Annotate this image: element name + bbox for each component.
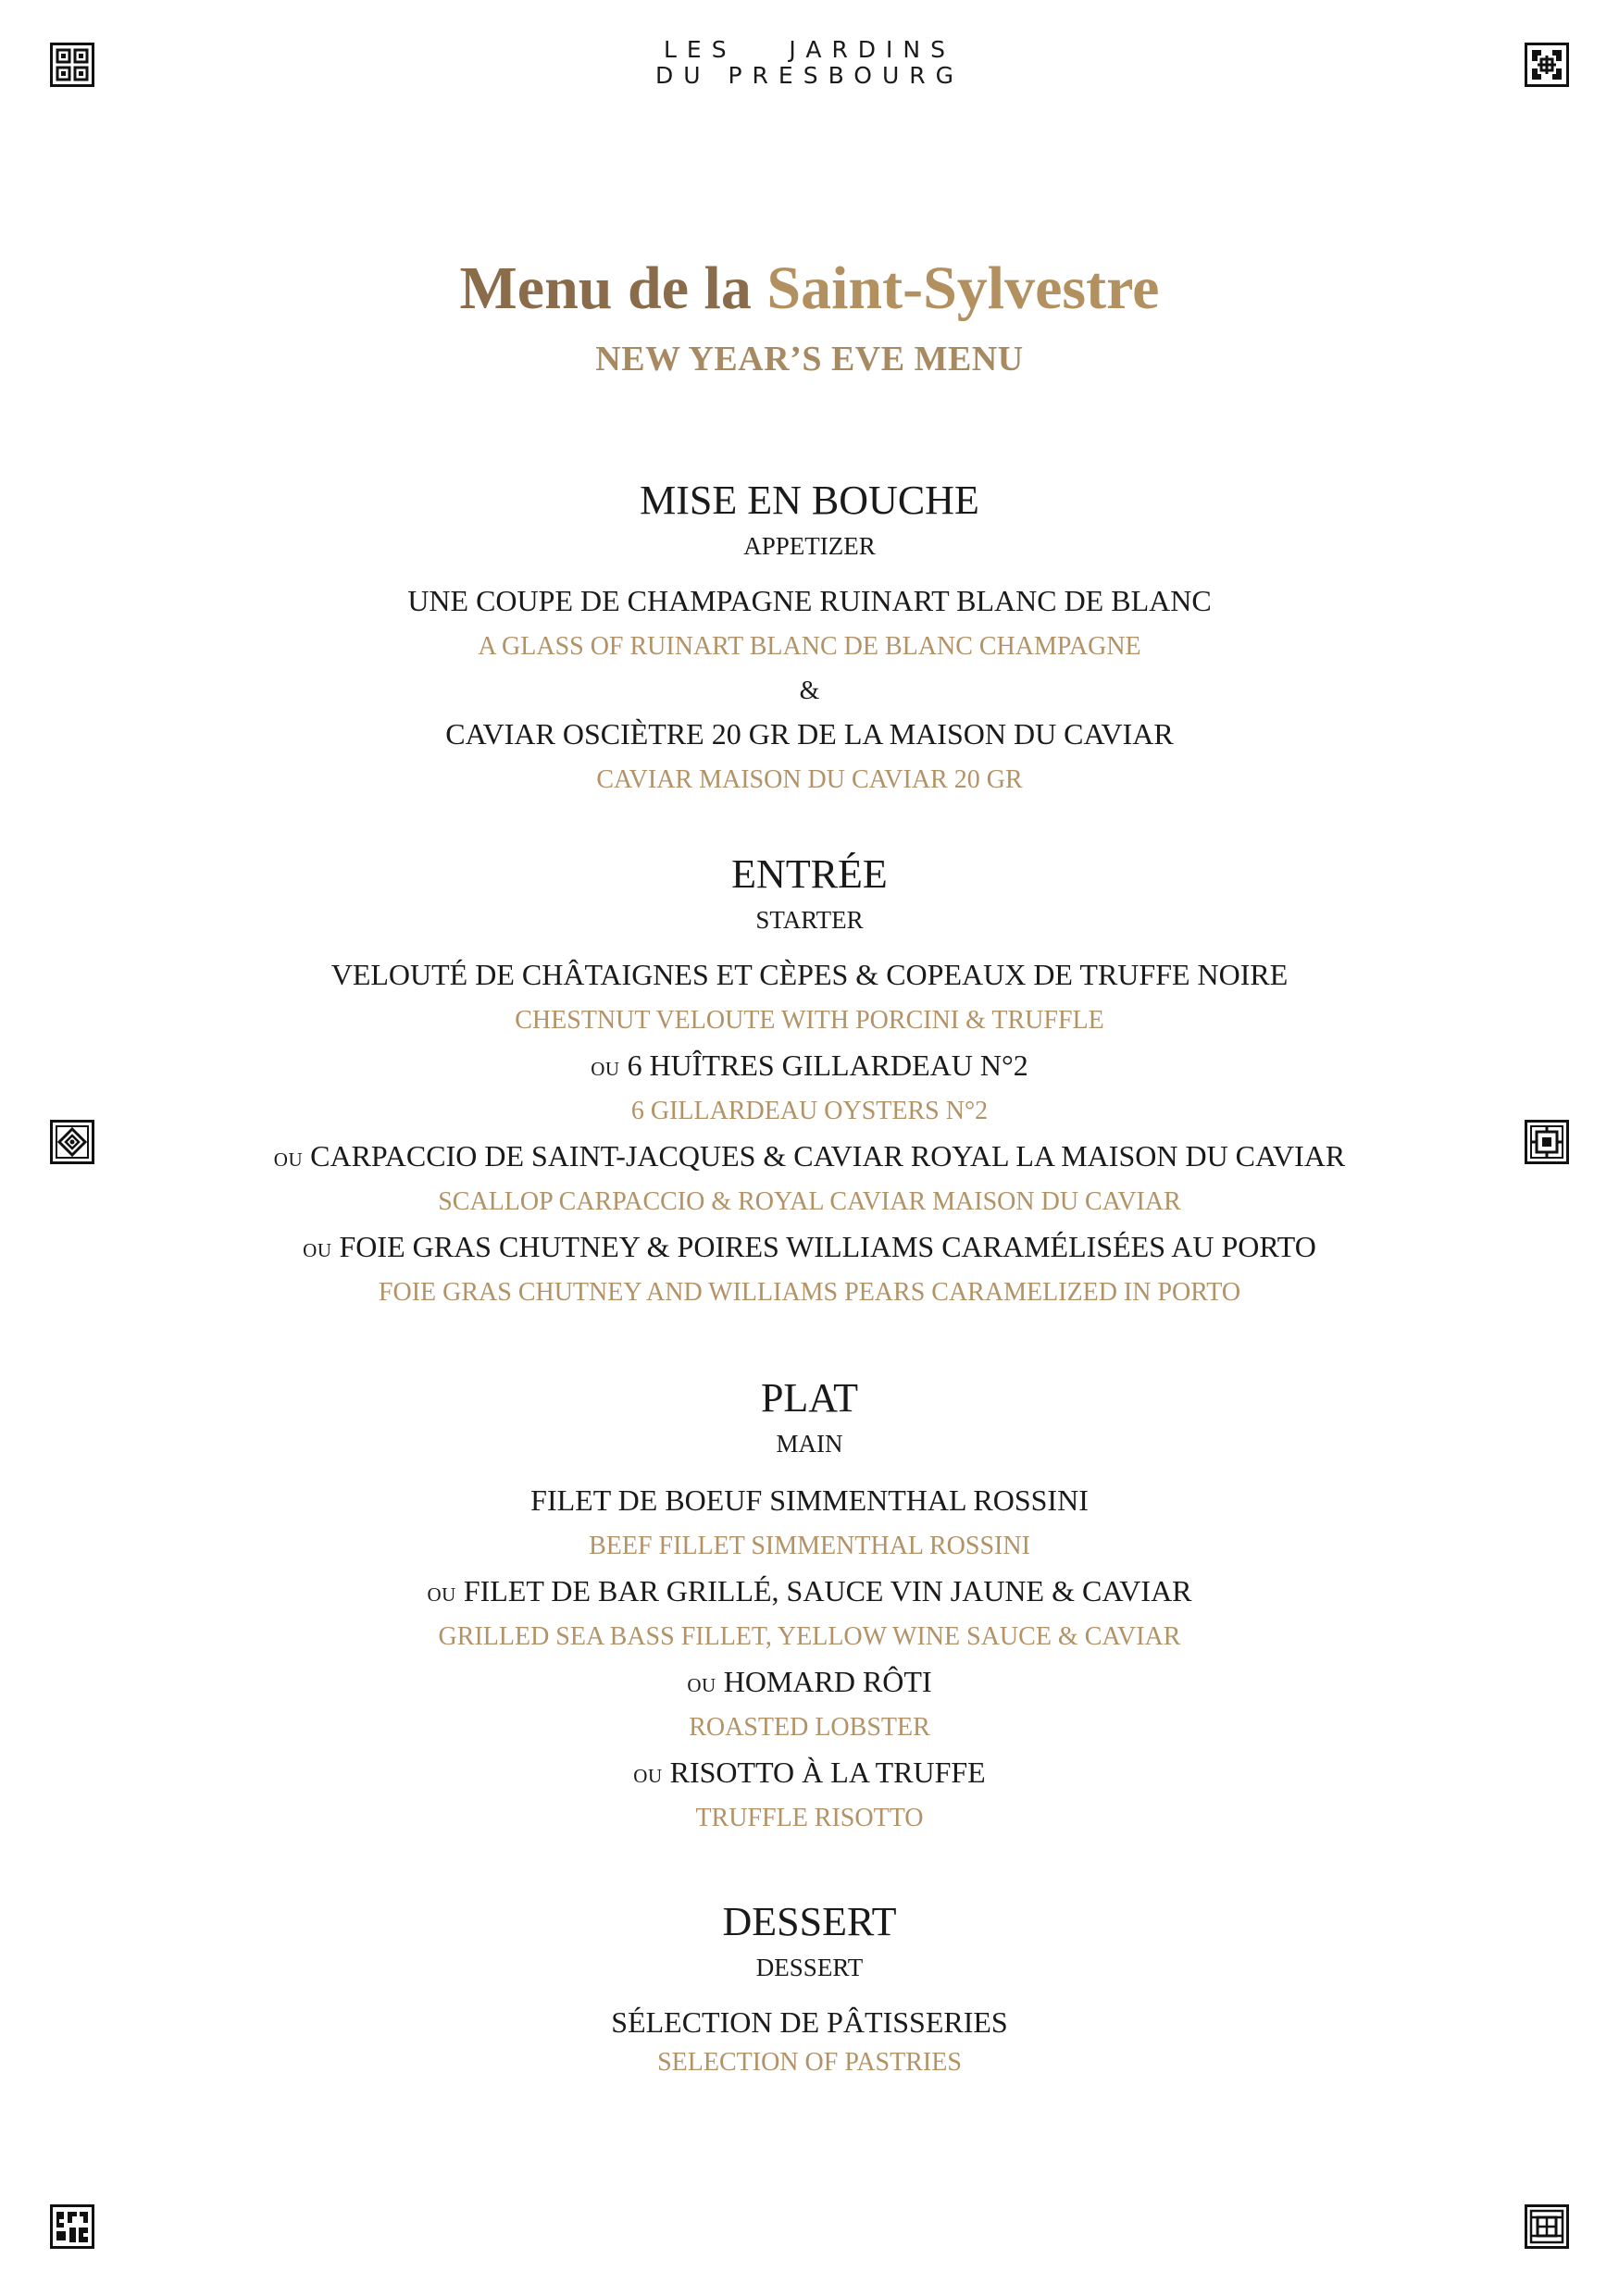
section-title-entree: ENTRÉE xyxy=(731,851,888,897)
glyph-tile-ornament xyxy=(50,2204,94,2249)
dish-fr: VELOUTÉ DE CHÂTAIGNES ET CÈPES & COPEAUX DE TRUFFE NOIRE xyxy=(330,958,1289,991)
menu-subtitle: NEW YEAR’S EVE MENU xyxy=(595,340,1024,379)
lattice-tile-ornament xyxy=(1525,2204,1569,2249)
ou-prefix: OU xyxy=(687,1674,716,1696)
dish-fr: OU CARPACCIO DE SAINT-JACQUES & CAVIAR ROYAL LA MAISON DU CAVIAR xyxy=(273,1139,1346,1173)
ou-prefix: OU xyxy=(633,1765,663,1787)
dish-en: SELECTION OF PASTRIES xyxy=(657,2048,962,2077)
section-subtitle-main: MAIN xyxy=(776,1430,843,1458)
dish-en: SCALLOP CARPACCIO & ROYAL CAVIAR MAISON DU CAVIAR xyxy=(438,1187,1181,1216)
section-subtitle-starter: STARTER xyxy=(755,906,864,934)
brand-line-2: DU PRESBOURG xyxy=(654,62,965,89)
brand-line-1: LES JARDINS xyxy=(663,36,956,63)
menu-title-part-2: Saint-Sylvestre xyxy=(766,254,1160,322)
brand-logo xyxy=(0,37,1619,89)
dish-fr: UNE COUPE DE CHAMPAGNE RUINART BLANC DE BLANC xyxy=(407,584,1212,617)
ou-prefix: OU xyxy=(427,1583,456,1606)
dish-fr: OU FILET DE BAR GRILLÉ, SAUCE VIN JAUNE & CAVIAR xyxy=(427,1574,1192,1607)
menu-title xyxy=(0,252,1619,326)
dish-fr: OU HOMARD RÔTI xyxy=(687,1665,932,1698)
section-title-plat: PLAT xyxy=(760,1375,859,1421)
section-title-mise-en-bouche: MISE EN BOUCHE xyxy=(640,478,979,523)
dish-en: CAVIAR MAISON DU CAVIAR 20 GR xyxy=(596,765,1023,794)
section-subtitle-appetizer: APPETIZER xyxy=(743,532,876,560)
dish-en: ROASTED LOBSTER xyxy=(689,1713,930,1742)
menu-title-part-1: Menu de la xyxy=(459,254,767,322)
section-subtitle-dessert: DESSERT xyxy=(755,1954,864,1981)
dish-en: 6 GILLARDEAU OYSTERS N°2 xyxy=(630,1097,989,1125)
ou-prefix: OU xyxy=(303,1239,332,1261)
dish-fr: CAVIAR OSCIÈTRE 20 GR DE LA MAISON DU CAVIAR xyxy=(445,717,1174,751)
dish-fr: OU FOIE GRAS CHUTNEY & POIRES WILLIAMS CARAMÉLISÉES AU PORTO xyxy=(303,1230,1316,1263)
dish-fr: OU 6 HUÎTRES GILLARDEAU N°2 xyxy=(591,1049,1028,1082)
dish-en: BEEF FILLET SIMMENTHAL ROSSINI xyxy=(589,1532,1030,1560)
dish-fr: FILET DE BOEUF SIMMENTHAL ROSSINI xyxy=(530,1483,1089,1517)
maze-tile-ornament xyxy=(1525,43,1569,87)
grid-tile-ornament xyxy=(50,43,94,87)
dish-en: A GLASS OF RUINART BLANC DE BLANC CHAMPAGNE xyxy=(478,632,1141,661)
dish-en: TRUFFLE RISOTTO xyxy=(695,1804,924,1832)
dish-en: FOIE GRAS CHUTNEY AND WILLIAMS PEARS CARAMELIZED IN PORTO xyxy=(378,1278,1241,1307)
ou-prefix: OU xyxy=(273,1148,304,1171)
dish-en: CHESTNUT VELOUTE WITH PORCINI & TRUFFLE xyxy=(515,1006,1104,1035)
section-title-dessert: DESSERT xyxy=(722,1899,897,1944)
ou-prefix: OU xyxy=(591,1058,620,1080)
dish-fr: OU RISOTTO À LA TRUFFE xyxy=(633,1756,986,1789)
dish-en: GRILLED SEA BASS FILLET, YELLOW WINE SAUCE & CAVIAR xyxy=(438,1622,1181,1651)
ampersand-connector: & xyxy=(799,676,820,705)
dish-fr: SÉLECTION DE PÂTISSERIES xyxy=(611,2005,1008,2039)
